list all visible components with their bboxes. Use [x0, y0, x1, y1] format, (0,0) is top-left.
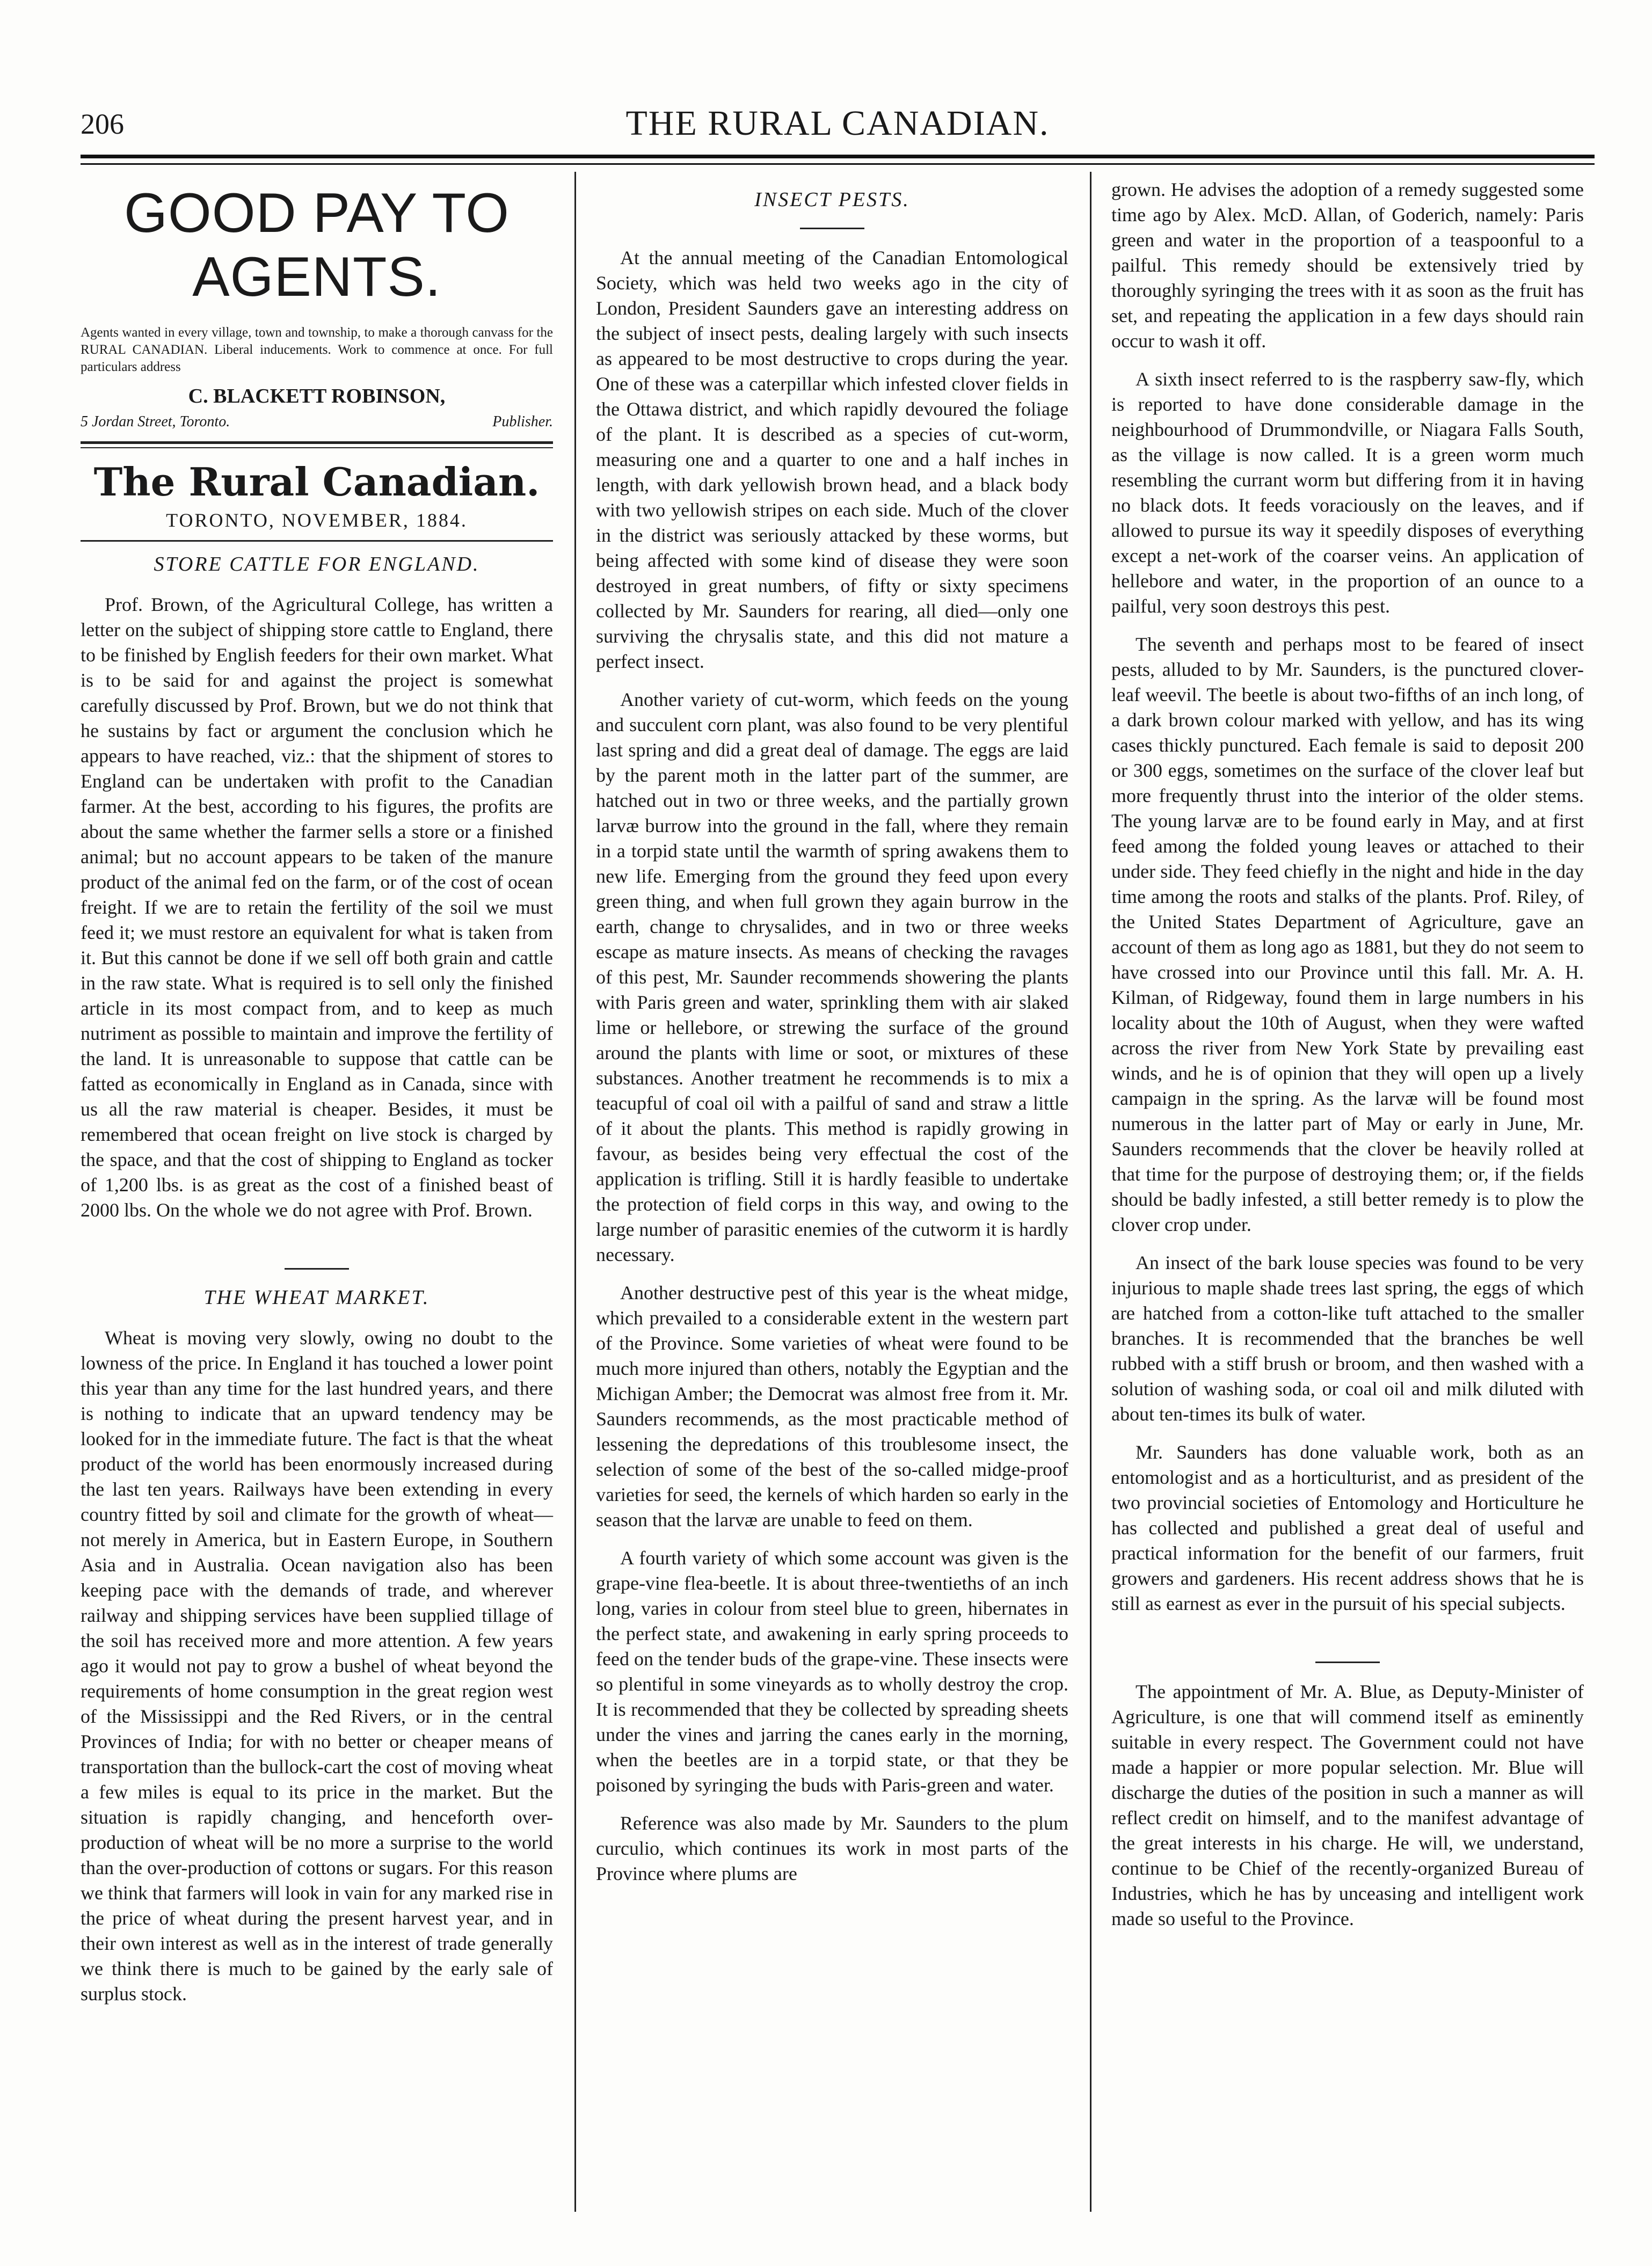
ad-publisher-name: C. BLACKETT ROBINSON, [188, 385, 446, 407]
article-paragraph: Mr. Saunders has done valuable work, both as an entomologist and as a horticulturist, and as president of the two provincial societies of Entomology and Horticulture he has collected and published a great deal of useful and practical information for the benefit of our farmers, fruit growers and gardeners. His recent address shows that he is still as earnest as ever in the pursuit of his special subjects. [1111, 1441, 1584, 1614]
short-rule [800, 228, 864, 229]
article-paragraph: An insect of the bark louse species was found to be very injurious to maple shade trees last spring, the eggs of which are hatched from a cotton-like tuft attached to the smaller branches. It is recommended that the branches be well rubbed with a stiff brush or broom, and then washed with a solution of washing soda, or coal oil and milk diluted with about ten-times its bulk of water. [1111, 1252, 1584, 1425]
paper-title: The Rural Canadian. [93, 459, 540, 505]
ad-body: Agents wanted in every village, town and township, to make a thorough canvass for the RURAL CANADIAN. Liberal inducements. Work to commence at once. For full particulars address [81, 325, 553, 374]
article-paragraph: Wheat is moving very slowly, owing no doubt to the lowness of the price. In England it has touched a lower point this year than any time for the last hundred years, and there is nothing to indicate that an upward tendency may be looked for in the immediate future. The fact is that the wheat product of the world has been enormously increased during the last ten years. Railways have been extending in every country fitted by soil and climate for the growth of wheat—not merely in America, but in Eastern Europe, in Southern Asia and in Australia. Ocean navigation also has been keeping pace with the demands of trade, and wherever railway and shipping services have been supplied tillage of the soil has received more and more attention. A few years ago it would not pay to grow a bushel of wheat beyond the requirements of home consumption in the great region west of the Mississippi and the Red Rivers, or in the central Provinces of India; for with no better or cheaper means of transportation than the bullock-cart the cost of moving wheat a few miles is equal to its price in the market. But the situation is rapidly changing, and henceforth over-production of wheat will be no more a surprise to the world than the over-production of cottons or sugars. For this reason we think that farmers will look in vain for any marked rise in the price of wheat during the present harvest year, and in their own interest as well as in the interest of trade generally we think there is much to be gained by the early sale of surplus stock. [81, 1327, 553, 2005]
ad-address: 5 Jordan Street, Toronto. [81, 413, 230, 430]
short-rule [285, 1268, 349, 1270]
article-paragraph: Reference was also made by Mr. Saunders to the plum curculio, which continues its work in most parts of the Province where plums are [596, 1812, 1068, 1884]
column-divider [1090, 172, 1091, 2212]
article-paragraph: The seventh and perhaps most to be feared of insect pests, alluded to by Mr. Saunders, is the punctured clover-leaf weevil. The beetle is about two-fifths of an inch long, of a dark brown colour marked with yellow, and has its wing cases thickly punctured. Each female is said to deposit 200 or 300 eggs, sometimes on the surface of the clover leaf but more frequently thrust into the interior of the older stems. The young larvæ are to be found early in May, and at first feed among the folded young leaves or attached to their under side. They feed chiefly in the night and hide in the day time among the roots and stalks of the plants. Prof. Riley, of the United States Department of Agriculture, gave an account of them as long ago as 1881, but they do not seem to have crossed into our Province until this fall. Mr. A. H. Kilman, of Ridgeway, found them in large numbers in his locality about the 10th of August, when they were wafted across the river from New York State by prevailing east winds, and he is of opinion that they will open up a lively campaign in the spring. As the larvæ will be found most numerous in the latter part of May or early in June, Mr. Saunders recommends that the clover be heavily rolled at that time for the purpose of destroying them; or, if the fields should be badly infested, a still better remedy is to plow the clover crop under. [1111, 633, 1584, 1235]
section-heading-wheat-market: THE WHEAT MARKET. [203, 1286, 430, 1309]
column-1 [81, 177, 553, 2020]
article-paragraph: grown. He advises the adoption of a remedy suggested some time ago by Alex. McD. Allan, of Goderich, namely: Paris green and water in the proportion of a teaspoonful to a pailful. This remedy should be extensively tried by thoroughly syringing the trees with it as soon as the fruit has set, and repeating the application in a few days should rain occur to wash it off. [1111, 179, 1584, 352]
masthead-rule-thin [81, 163, 1595, 165]
running-head: THE RURAL CANADIAN. [625, 104, 1050, 143]
section-heading-store-cattle: STORE CATTLE FOR ENGLAND. [154, 553, 480, 575]
page-number: 206 [81, 108, 124, 140]
dateline: TORONTO, NOVEMBER, 1884. [166, 509, 468, 531]
article-paragraph: A sixth insect referred to is the raspberry saw-fly, which is reported to have done considerable damage in the neighbourhood of Drummondville, or Niagara Falls South, as the village is now called. It is a green worm much resembling the currant worm but differing from it in having no black dots. It feeds voraciously on the leaves, and if allowed to pursue its way it speedily disposes of everything except a net-work of the coarser veins. An application of hellebore and water, in the proportion of an ounce to a pailful, very soon destroys this pest. [1111, 368, 1584, 617]
article-paragraph: Another variety of cut-worm, which feeds on the young and succulent corn plant, was also found to be very plentiful last spring and did a great deal of damage. The eggs are laid by the parent moth in the latter part of the summer, are hatched out in two or three weeks, and the partially grown larvæ burrow into the ground in the fall, where they remain in a torpid state until the warmth of spring awakens them to new life. Emerging from the ground they feed upon every green thing, and when full grown they again burrow in the earth, change to chrysalides, and in two or three weeks escape as mature insects. As means of checking the ravages of this pest, Mr. Saunder recommends showering the plants with Paris green and water, sprinkling them with air slaked lime or hellebore, or strewing the surface of the ground around the plants with lime or soot, or mixtures of these substances. Another treatment he recommends is to mix a teacupful of coal oil with a pailful of sand and straw a little of it about the plants. This method is rapidly growing in favour, as besides being very effectual the cost of the application is trifling. Still it is hardly feasible to undertake the protection of field corps in this way, and owing to the large number of parasitic enemies of the cutworm it is hardly necessary. [596, 689, 1068, 1265]
column-2 [596, 177, 1068, 1899]
column-3 [1111, 177, 1584, 1944]
masthead-rule [81, 155, 1595, 158]
section-heading-insect-pests: INSECT PESTS. [754, 188, 910, 211]
column-divider [574, 172, 576, 2212]
appointment-paragraph: The appointment of Mr. A. Blue, as Deputy-Minister of Agriculture, is one that will commend itself as eminently suitable in every respect. The Government could not have made a happier or more popular selection. Mr. Blue will discharge the duties of the position in such a manner as will reflect credit on himself, and to the manifest advantage of the great interests in his charge. He will, we understand, continue to be Chief of the recently-organized Bureau of Industries, which he has by unceasing and intelligent work made so useful to the Province. [1111, 1681, 1584, 1929]
ad-address-line [81, 413, 553, 431]
article-paragraph: Another destructive pest of this year is the wheat midge, which prevailed to a considerable extent in the western part of the Province. Some varieties of wheat were found to be much more injured than others, notably the Egyptian and the Michigan Amber; the Democrat was almost free from it. Mr. Saunders recommends, as the most practicable method of lessening the depredations of this troublesome insect, the selection of some of the best of the so-called midge-proof varieties for seed, the kernels of which harden so early in the season that the larvæ are unable to feed on them. [596, 1282, 1068, 1531]
masthead [81, 91, 1595, 156]
newspaper-page [81, 81, 1595, 2223]
advertisement [81, 181, 553, 431]
ad-role: Publisher. [492, 413, 553, 430]
ad-title: GOOD PAY TO AGENTS. [123, 182, 510, 308]
article-paragraph: A fourth variety of which some account was given is the grape-vine flea-beetle. It is about three-twentieths of an inch long, varies in colour from steel blue to green, hibernates in the perfect state, and awakening in early spring proceeds to feed on the tender buds of the grape-vine. These insects were so plentiful in some vineyards as to wholly destroy the crop. It is recommended that they be collected by spreading sheets under the vines and jarring the canes early in the morning, when the beetles are in a torpid state, or that they be poisoned by syringing the buds with Paris-green and water. [596, 1547, 1068, 1796]
short-rule [1315, 1662, 1380, 1663]
article-paragraph: Prof. Brown, of the Agricultural College, has written a letter on the subject of shipping store cattle to England, there to be finished by English feeders for their own market. What is to be said for and against the project is somewhat carefully discussed by Prof. Brown, but we do not think that he sustains by fact or argument the conclusion which he appears to have reached, viz.: that the shipment of stores to England can be undertaken with profit to the Canadian farmer. At the best, according to his figures, the profits are about the same whether the farmer sells a store or a finished animal; but no account appears to be taken of the manure product of the animal fed on the farm, or of the cost of ocean freight. If we are to retain the fertility of the soil we must feed it; we must restore an equivalent for what is taken from it. But this cannot be done if we sell off both grain and cattle in the raw state. What is required is to sell only the finished article in its most compact from, and to keep as much nutriment as possible to maintain and improve the fertility of the land. It is unreasonable to suppose that cattle can be fatted as economically in England as in Canada, since with us all the raw material is cheaper. Besides, it must be remembered that ocean freight on live stock is charged by the space, and that the cost of shipping to England as tocker of 1,200 lbs. is as great as the cost of a finished beast of 2000 lbs. On the whole we do not agree with Prof. Brown. [81, 594, 553, 1221]
section-rule [81, 540, 553, 542]
section-rule [81, 441, 553, 448]
article-paragraph: At the annual meeting of the Canadian Entomological Society, which was held two weeks ago in the city of London, President Saunders gave an interesting address on the subject of insect pests, dealing largely with such insects as appeared to be most destructive to crops during the year. One of these was a caterpillar which infested clover fields in the Ottawa district, and which rapidly devoured the foliage of the plant. It is described as a species of cut-worm, measuring one and a quarter to one and a half inches in length, with dark yellowish brown head, and a black body with two yellowish stripes on each side. Much of the clover in the district was seriously attacked by these worms, but being affected with some kind of disease they were soon destroyed in great numbers, of fifty or sixty specimens collected by Mr. Saunders for rearing, all died—only one surviving the chrysalis state, and this did not mature a perfect insect. [596, 247, 1068, 672]
